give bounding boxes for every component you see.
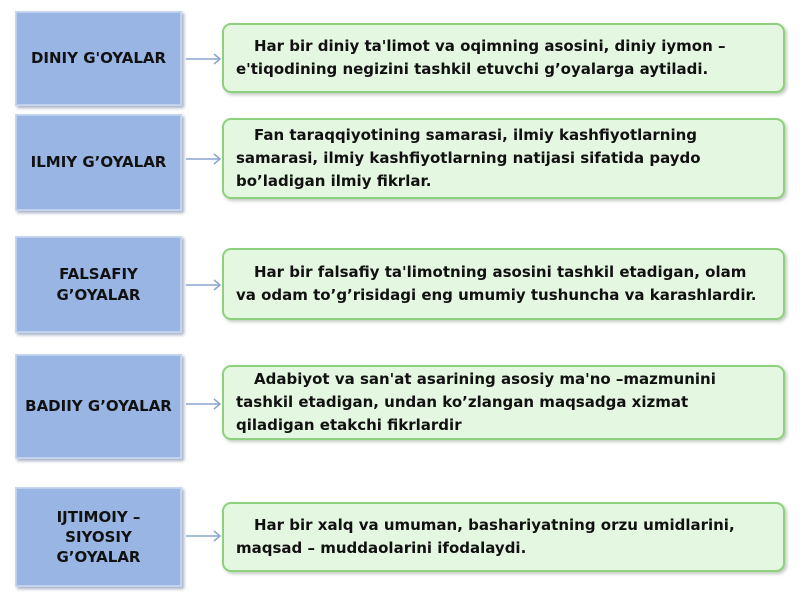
description-box-ilmiy	[222, 118, 785, 199]
arrow-right-icon	[186, 53, 222, 65]
description-box-falsafiy	[222, 248, 785, 320]
category-label: BADIIY G’OYALAR	[25, 397, 172, 416]
description-text: Adabiyot va san'at asarining asosiy ma'no –mazmunini tashkil etadigan, undan ko’zlangan maqsadga xizmat qiladigan etakchi fikrlardir	[236, 369, 716, 435]
category-box-ijtimoiy-siyosiy	[15, 487, 182, 587]
description-box-badiiy	[222, 365, 785, 440]
category-label: ILMIY G’OYALAR	[30, 153, 167, 172]
arrow-right-icon	[186, 398, 222, 410]
arrow-right-icon	[186, 530, 222, 542]
category-box-ilmiy	[15, 114, 182, 211]
description-text: Har bir diniy ta'limot va oqimning asosini, diniy iymon – e'tiqodining negizini tashkil etuvchi g’oyalarga aytiladi.	[236, 36, 726, 78]
category-box-falsafiy	[15, 236, 182, 333]
arrow-right-icon	[186, 279, 222, 291]
description-text: Fan taraqqiyotining samarasi, ilmiy kashfiyotlarning samarasi, ilmiy kashfiyotlarning natijasi sifatida paydo bo’ladigan ilmiy fikrlar.	[236, 125, 701, 191]
description-text: Har bir xalq va umuman, bashariyatning orzu umidlarini, maqsad – muddaolarini ifodalaydi.	[236, 515, 735, 557]
category-label: IJTIMOIY – SIYOSIY G’OYALAR	[56, 507, 141, 567]
arrow-right-icon	[186, 153, 222, 165]
category-label: DINIY G'OYALAR	[30, 49, 167, 68]
category-label: FALSAFIY G’OYALAR	[56, 265, 141, 304]
description-text: Har bir falsafiy ta'limotning asosini tashkil etadigan, olam va odam to’g’risidagi eng umumiy tushuncha va karashlardir.	[236, 262, 757, 304]
description-box-diniy	[222, 23, 785, 93]
description-box-ijtimoiy-siyosiy	[222, 502, 785, 572]
category-box-diniy	[15, 11, 182, 106]
category-box-badiiy	[15, 354, 182, 459]
